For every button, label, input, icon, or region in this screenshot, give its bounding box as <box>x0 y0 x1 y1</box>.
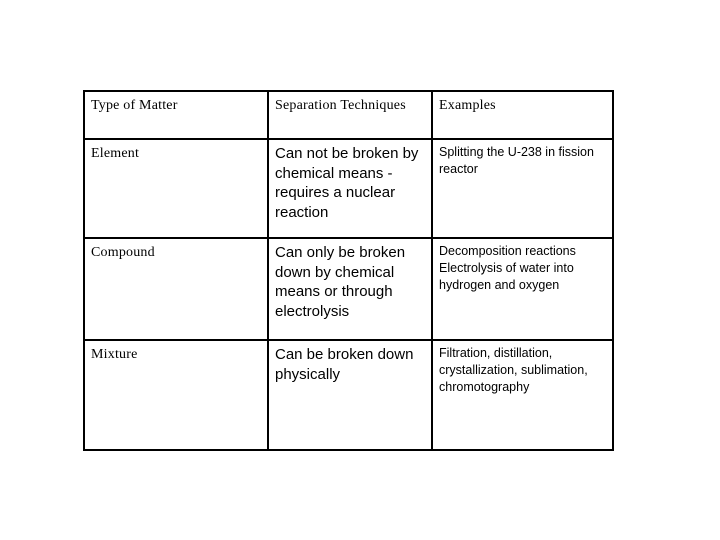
example-item: Electrolysis of water into hydrogen and oxygen <box>439 261 574 292</box>
row-examples-mixture <box>432 340 613 450</box>
header-type-of-matter: Type of Matter <box>84 91 268 139</box>
example-item: Splitting the U-238 in fission reactor <box>439 145 594 176</box>
matter-separation-table <box>83 90 614 451</box>
table-row <box>84 340 613 450</box>
row-separation-element: Can not be broken by chemical means - requires a nuclear reaction <box>268 139 432 238</box>
row-type-element: Element <box>84 139 268 238</box>
row-type-compound: Compound <box>84 238 268 340</box>
example-item: Decomposition reactions <box>439 244 576 258</box>
header-separation-techniques: Separation Techniques <box>268 91 432 139</box>
row-separation-compound: Can only be broken down by chemical means or through electrolysis <box>268 238 432 340</box>
row-examples-compound <box>432 238 613 340</box>
example-item: Filtration, distillation, crystallization, sublimation, chromotography <box>439 346 588 394</box>
row-separation-mixture: Can be broken down physically <box>268 340 432 450</box>
row-examples-element <box>432 139 613 238</box>
row-type-mixture: Mixture <box>84 340 268 450</box>
header-examples: Examples <box>432 91 613 139</box>
table-header-row <box>84 91 613 139</box>
table-row <box>84 139 613 238</box>
table-row <box>84 238 613 340</box>
